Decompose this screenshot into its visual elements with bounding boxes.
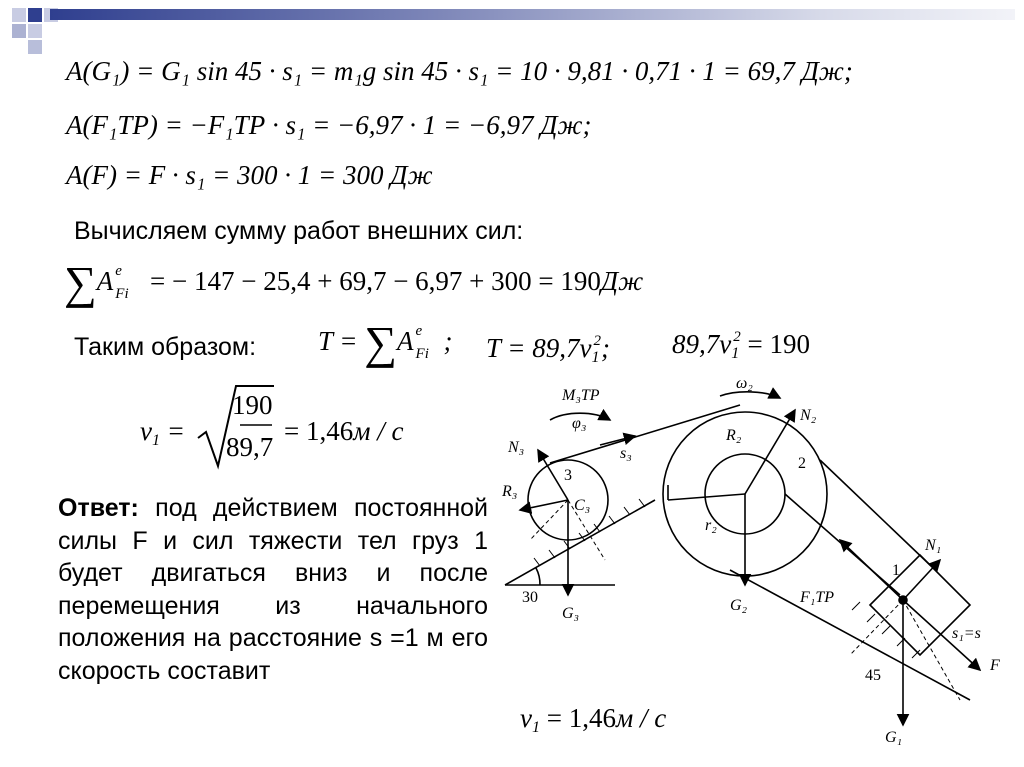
answer-body: под действием постоянной силы F и сил тяжести тел груз 1 будет двигаться вниз и после перемещения из начального положения на расстояние s =1 м его скорость составит xyxy=(58,494,488,685)
equation-work-f: A(F) = F · s₁ = 300 · 1 = 300 Дж xyxy=(66,160,433,190)
v1-numerator: 190 xyxy=(232,390,273,420)
svg-text:s₃: s₃ xyxy=(620,445,632,462)
sum-unit: Дж xyxy=(600,266,644,296)
equation-work-f1tr: A(F₁ТР) = −F₁ТР · s₁ = −6,97 · 1 = −6,97 Дж; xyxy=(66,110,592,140)
svg-text:G₃: G₃ xyxy=(562,605,580,622)
svg-text:C₃: C₃ xyxy=(574,497,591,514)
slide-title-bar xyxy=(50,9,1015,20)
v1-denominator: 89,7 xyxy=(226,432,274,462)
svg-text:ω₂: ω₂ xyxy=(736,375,753,392)
final-velocity: $v_1 = 1,46м / c$ xyxy=(520,703,667,736)
sum-intro-text: Вычисляем сумму работ внешних сил: xyxy=(74,217,524,245)
sum-symbol: ∑ xyxy=(64,257,97,308)
svg-text:r₂: r₂ xyxy=(705,517,717,534)
equation-sum-works: ∑A e Fi = − 147 − 25,4 + 69,7 − 6,97 + 300 = 190Дж xyxy=(64,257,644,308)
svg-text:N₂: N₂ xyxy=(800,407,817,424)
sum-value: = − 147 − 25,4 + 69,7 − 6,97 + 300 = 190 xyxy=(150,266,601,296)
svg-text:F₁ТР: F₁ТР xyxy=(800,589,835,606)
equation-v1-sqrt: $v_1$ = 190 89,7 = 1,46м / c xyxy=(140,380,460,470)
label-m3tr: M₃ТР xyxy=(562,387,600,404)
mechanism-diagram xyxy=(500,370,1020,765)
svg-text:1: 1 xyxy=(892,562,900,579)
svg-text:R₂: R₂ xyxy=(726,427,742,444)
svg-text:s₁=s: s₁=s xyxy=(952,625,981,642)
svg-text:45: 45 xyxy=(865,667,881,684)
svg-text:2: 2 xyxy=(798,455,806,472)
svg-text:30: 30 xyxy=(522,589,538,606)
svg-text:φ₃: φ₃ xyxy=(572,415,587,432)
equation-energy-balance: $89,7v_1^2 = 190$ xyxy=(672,329,810,362)
answer-label: Ответ: xyxy=(58,494,139,522)
equation-t-sum: T = ∑A e Fi ; xyxy=(318,317,453,368)
svg-text:N₁: N₁ xyxy=(925,537,942,554)
svg-text:N₃: N₃ xyxy=(508,439,525,456)
thus-text: Таким образом: xyxy=(74,333,257,361)
equation-work-g1: A(G₁) = G₁ sin 45 · s₁ = m₁g sin 45 · s₁ = 10 · 9,81 · 0,71 · 1 = 69,7 Дж; xyxy=(66,56,853,86)
svg-text:G₂: G₂ xyxy=(730,597,748,614)
answer-paragraph xyxy=(58,492,488,687)
svg-text:R₃: R₃ xyxy=(502,483,518,500)
svg-text:3: 3 xyxy=(564,467,572,484)
svg-text:F: F xyxy=(990,657,1000,674)
equation-t-value: $T = 89,7v_1^2$; xyxy=(486,333,610,366)
svg-text:G₁: G₁ xyxy=(885,729,903,746)
